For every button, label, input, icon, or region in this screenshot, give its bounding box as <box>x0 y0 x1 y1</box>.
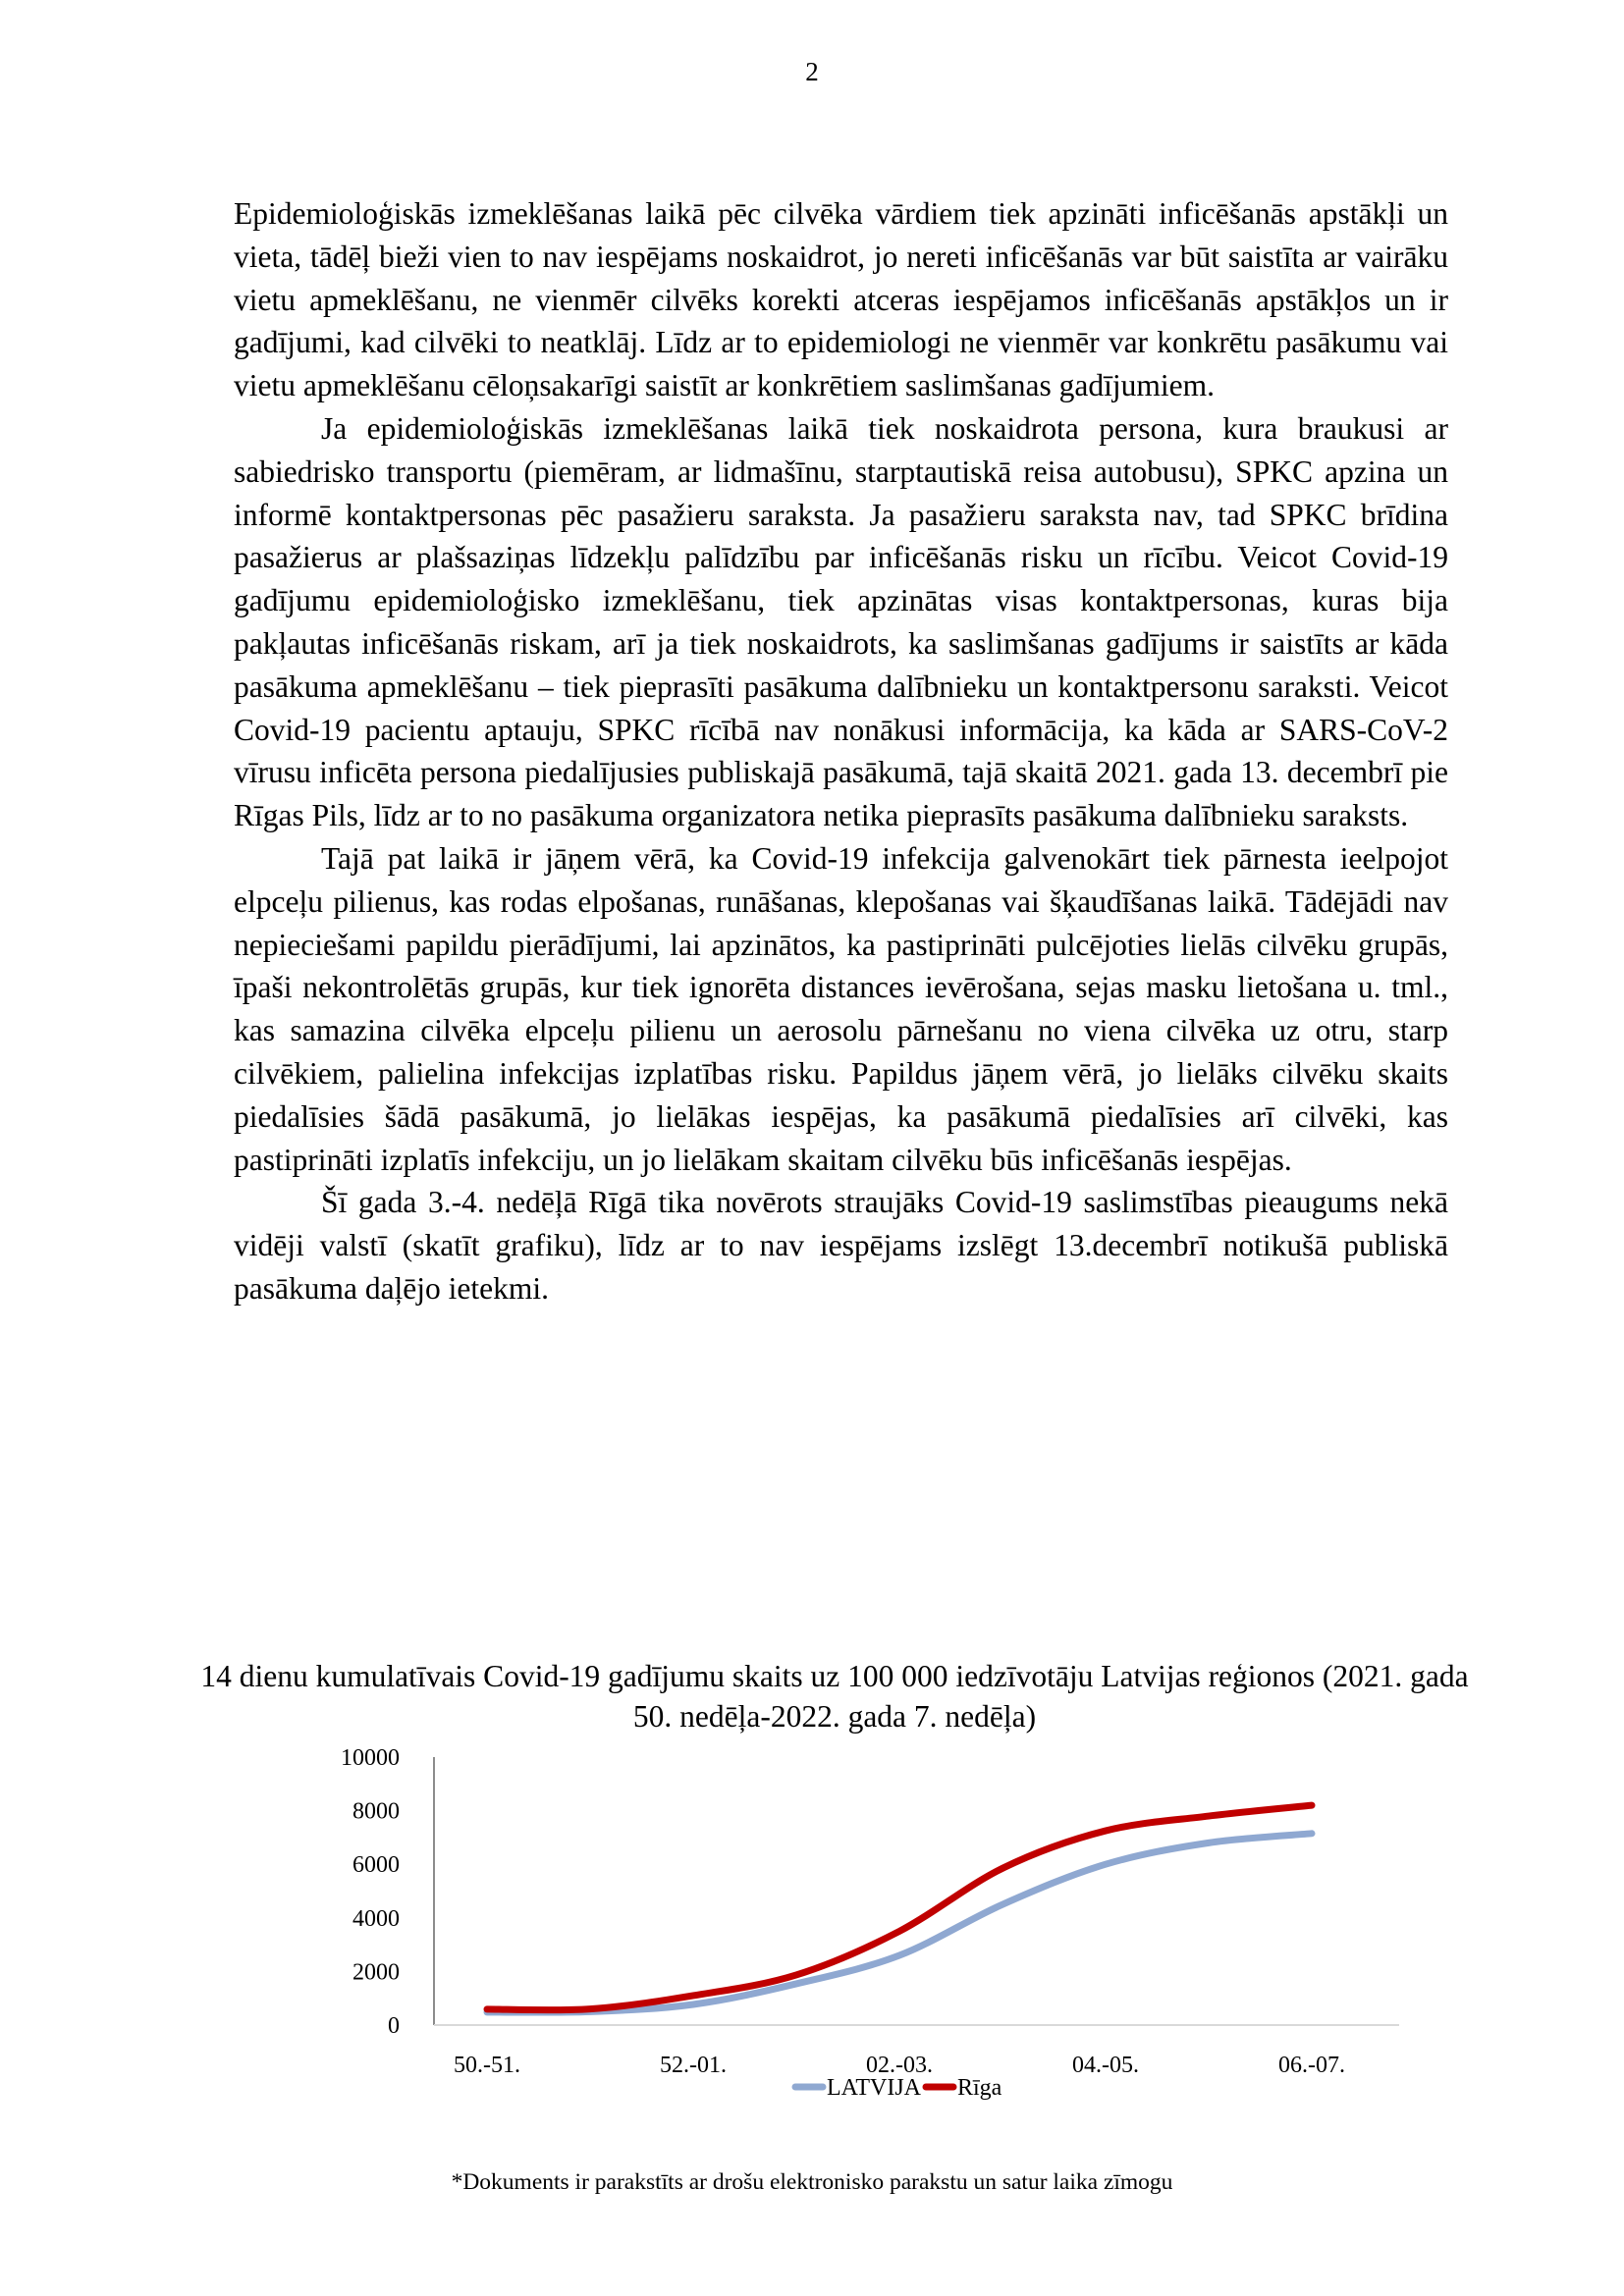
x-tick-label: 02.-03. <box>866 2053 933 2078</box>
legend-label: LATVIJA <box>827 2075 921 2101</box>
y-tick-label: 0 <box>388 2013 400 2039</box>
footer-note: *Dokuments ir parakstīts ar drošu elektronisko parakstu un satur laika zīmogu <box>451 2169 1173 2195</box>
chart-title: 14 dienu kumulatīvais Covid-19 gadījumu skaits uz 100 000 iedzīvotāju Latvijas reģionos (2021. gada 50. nedēļa-2022. gada 7. nedēļa) <box>200 1659 1469 1734</box>
line-chart <box>324 1737 1404 2101</box>
x-tick-label: 04.-05. <box>1072 2053 1139 2078</box>
paragraph: Epidemioloģiskās izmeklēšanas laikā pēc cilvēka vārdiem tiek apzināti inficēšanās apstākļi un vieta, tādēļ bieži vien to nav iespējams noskaidrot, jo nereti inficēšanās var būt saistīta ar vairāku vietu apmeklēšanu, ne vienmēr cilvēks korekti atceras iespējamos inficēšanās apstākļos un ir gadījumi, kad cilvēki to neatklāj. Līdz ar to epidemiologi ne vienmēr var konkrētu pasākumu vai vietu apmeklēšanu cēloņsakarīgi saistīt ar konkrētiem saslimšanas gadījumiem. <box>234 196 1448 403</box>
paragraph: Ja epidemioloģiskās izmeklēšanas laikā tiek noskaidrota persona, kura braukusi ar sabiedrisko transportu (piemēram, ar lidmašīnu, starptautiskā reisa autobusu), SPKC apzina un informē kontaktpersonas pēc pasažieru saraksta. Ja pasažieru saraksta nav, tad SPKC brīdina pasažierus ar plašsaziņas līdzekļu palīdzību par inficēšanās risku un rīcību. Veicot Covid-19 gadījumu epidemioloģisko izmeklēšanu, tiek apzinātas visas kontaktpersonas, kuras bija pakļautas inficēšanās riskam, arī ja tiek noskaidrots, ka saslimšanas gadījums ir saistīts ar kāda pasākuma apmeklēšanu – tiek pieprasīti pasākuma dalībnieku un kontaktpersonu saraksti. Veicot Covid-19 pacientu aptauju, SPKC rīcībā nav nonākusi informācija, ka kāda ar SARS-CoV-2 vīrusu inficēta persona piedalījusies publiskajā pasākumā, tajā skaitā 2021. gada 13. decembrī pie Rīgas Pils, līdz ar to no pasākuma organizatora netika pieprasīts pasākuma dalībnieku saraksts. <box>234 410 1448 833</box>
x-tick-label: 52.-01. <box>660 2053 727 2078</box>
x-tick-label: 50.-51. <box>454 2053 520 2078</box>
series-line-r-ga <box>487 1805 1312 2010</box>
chart-svg <box>324 1737 1404 2101</box>
y-tick-label: 10000 <box>341 1745 400 1771</box>
legend-label: Rīga <box>957 2075 1002 2101</box>
paragraph: Šī gada 3.-4. nedēļā Rīgā tika novērots straujāks Covid-19 saslimstības pieaugums nekā vidēji valstī (skatīt grafiku), līdz ar to nav iespējams izslēgt 13.decembrī notikušā publiskā pasākuma daļējo ietekmi. <box>234 1185 1448 1306</box>
x-tick-label: 06.-07. <box>1278 2053 1345 2078</box>
paragraph: Tajā pat laikā ir jāņem vērā, ka Covid-19 infekcija galvenokārt tiek pārnesta ieelpojot elpceļu pilienus, kas rodas elpošanas, runāšanas, klepošanas vai šķaudīšanas laikā. Tādējādi nav nepieciešami papildu pierādījumi, lai apzinātos, ka pastiprināti pulcējoties lielās cilvēku grupās, īpaši nekontrolētās grupās, kur tiek ignorēta distances ievērošana, sejas masku lietošana u. tml., kas samazina cilvēka elpceļu pilienu un aerosolu pārnešanu no viena cilvēka uz otru, starp cilvēkiem, palielina infekcijas izplatības risku. Papildus jāņem vērā, jo lielāks cilvēku skaits piedalīsies šādā pasākumā, jo lielākas iespējas, ka pasākumā piedalīsies arī cilvēki, kas pastiprināti izplatīs infekciju, un jo lielākam skaitam cilvēku būs inficēšanās iespējas. <box>234 840 1448 1177</box>
y-tick-label: 6000 <box>352 1852 400 1879</box>
y-tick-label: 4000 <box>352 1905 400 1932</box>
page-number: 2 <box>805 57 819 86</box>
series-line-latvija <box>487 1834 1312 2012</box>
y-tick-label: 2000 <box>352 1959 400 1986</box>
body-text <box>234 192 1448 1310</box>
y-tick-label: 8000 <box>352 1798 400 1825</box>
